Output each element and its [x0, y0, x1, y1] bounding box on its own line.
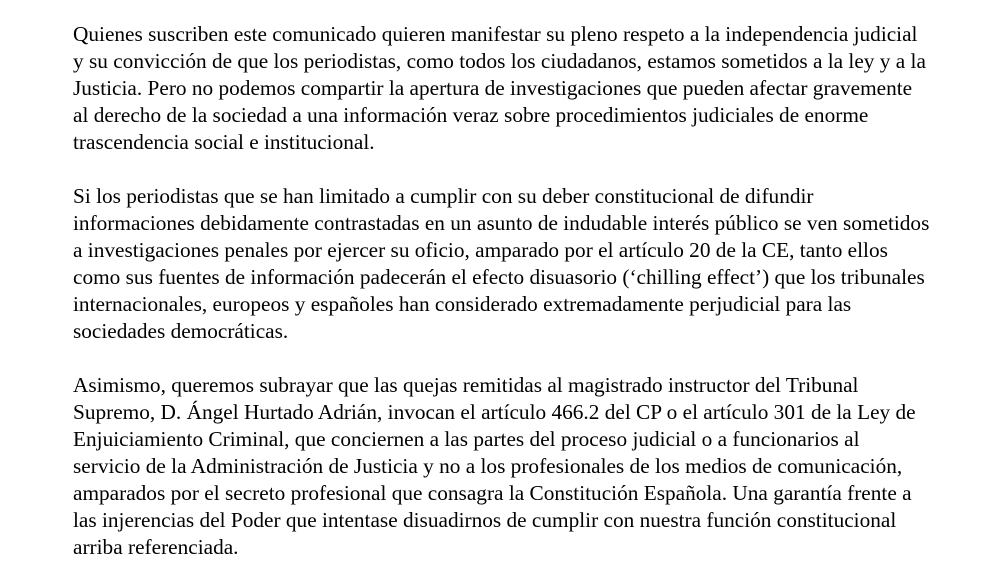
paragraph-1	[73, 21, 1000, 156]
text-line: a investigaciones penales por ejercer su oficio, amparado por el artículo 20 de la CE, tanto ellos	[73, 238, 888, 262]
text-line: Si los periodistas que se han limitado a cumplir con su deber constitucional de difundir	[73, 184, 814, 208]
document-body	[73, 21, 1000, 567]
text-line: Asimismo, queremos subrayar que las quejas remitidas al magistrado instructor del Tribunal	[73, 373, 859, 397]
text-line: como sus fuentes de información padecerán el efecto disuasorio (‘chilling effect’) que los tribunales	[73, 265, 925, 289]
text-line: servicio de la Administración de Justicia y no a los profesionales de los medios de comunicación,	[73, 454, 903, 478]
text-line: arriba referenciada.	[73, 535, 239, 559]
text-line: Supremo, D. Ángel Hurtado Adrián, invocan el artículo 466.2 del CP o el artículo 301 de la Ley de	[73, 400, 916, 424]
text-line: informaciones debidamente contrastadas en un asunto de indudable interés público se ven sometidos	[73, 211, 930, 235]
text-line: amparados por el secreto profesional que consagra la Constitución Española. Una garantía frente a	[73, 481, 912, 505]
text-line: las injerencias del Poder que intentase disuadirnos de cumplir con nuestra función constitucional	[73, 508, 897, 532]
text-line: al derecho de la sociedad a una información veraz sobre procedimientos judiciales de enorme	[73, 103, 869, 127]
text-line: trascendencia social e institucional.	[73, 130, 375, 154]
text-line: internacionales, europeos y españoles han considerado extremadamente perjudicial para las	[73, 292, 852, 316]
text-line: y su convicción de que los periodistas, como todos los ciudadanos, estamos sometidos a la ley y a la	[73, 49, 926, 73]
text-line: Justicia. Pero no podemos compartir la apertura de investigaciones que pueden afectar gravemente	[73, 76, 913, 100]
text-line: Enjuiciamiento Criminal, que conciernen a las partes del proceso judicial o a funcionarios al	[73, 427, 860, 451]
text-line: Quienes suscriben este comunicado quieren manifestar su pleno respeto a la independencia judicial	[73, 22, 918, 46]
paragraph-2	[73, 183, 1000, 345]
paragraph-3	[73, 372, 1000, 561]
text-line: sociedades democráticas.	[73, 319, 289, 343]
